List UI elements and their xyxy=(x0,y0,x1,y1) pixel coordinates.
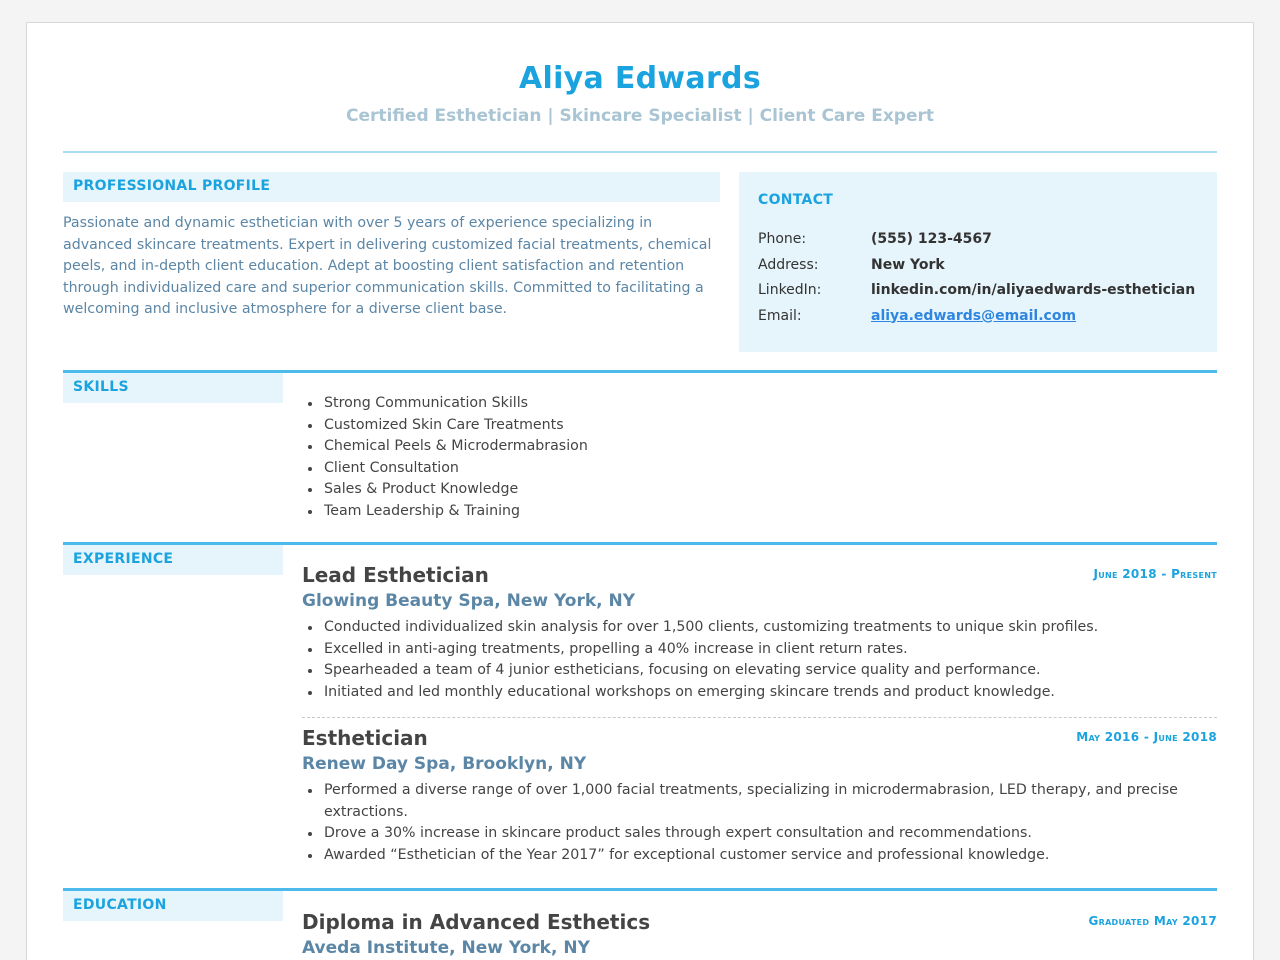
school-name: Aveda Institute, New York, NY xyxy=(302,938,590,958)
contact-linkedin: linkedin.com/in/aliyaedwards-esthetician xyxy=(871,282,1196,298)
section-label-skills: SKILLS xyxy=(63,373,283,403)
job-entry-lead-esthetician xyxy=(302,563,1217,703)
skill-item: Strong Communication Skills xyxy=(302,393,1202,415)
profile-text: Passionate and dynamic esthetician with over 5 years of experience specializing in advanced skincare treatments. Expert in delivering customized facial treatments, chemical peels, and in-depth client education. Adept at boosting client satisfaction and retention through individualized care and superior communication skills. Committed to facilitating a welcoming and inclusive atmosphere for a diverse client base. xyxy=(63,215,712,317)
job-title: Lead Esthetician xyxy=(302,563,489,587)
contact-row-linkedin xyxy=(758,282,1198,308)
skill-item: Team Leadership & Training xyxy=(302,501,1202,523)
job-bullet: Awarded “Esthetician of the Year 2017” for exceptional customer service and professional knowledge. xyxy=(302,845,1217,867)
job-bullet: Excelled in anti-aging treatments, propelling a 40% increase in client return rates. xyxy=(302,639,1217,661)
contact-box xyxy=(739,172,1217,352)
job-bullets xyxy=(302,617,1217,703)
job-employer: Glowing Beauty Spa, New York, NY xyxy=(302,591,636,611)
job-bullet: Performed a diverse range of over 1,000 facial treatments, specializing in microdermabrasion, LED therapy, and precise extractions. xyxy=(302,780,1217,823)
skill-item: Chemical Peels & Microdermabrasion xyxy=(302,436,1202,458)
job-date: May 2016 - June 2018 xyxy=(1076,730,1217,744)
job-employer: Renew Day Spa, Brooklyn, NY xyxy=(302,754,587,774)
section-label-experience: EXPERIENCE xyxy=(63,545,283,575)
contact-title: CONTACT xyxy=(758,192,834,208)
education-entry xyxy=(302,910,1217,958)
degree-title: Diploma in Advanced Esthetics xyxy=(302,910,651,934)
job-bullet: Initiated and led monthly educational workshops on emerging skincare trends and product knowledge. xyxy=(302,682,1217,704)
job-entry-esthetician xyxy=(302,726,1217,866)
job-bullets xyxy=(302,780,1217,866)
job-title: Esthetician xyxy=(302,726,428,750)
candidate-name: Aliya Edwards xyxy=(519,61,761,96)
skill-item: Customized Skin Care Treatments xyxy=(302,415,1202,437)
contact-key: LinkedIn: xyxy=(758,282,822,298)
resume-header xyxy=(27,61,1253,126)
contact-row-phone xyxy=(758,231,1198,257)
graduation-date: Graduated May 2017 xyxy=(1088,914,1217,928)
job-bullet: Spearheaded a team of 4 junior estheticians, focusing on elevating service quality and performance. xyxy=(302,660,1217,682)
candidate-tagline: Certified Esthetician | Skincare Specialist | Client Care Expert xyxy=(345,106,935,126)
job-bullet: Drove a 30% increase in skincare product sales through expert consultation and recommendations. xyxy=(302,823,1217,845)
header-divider xyxy=(63,151,1217,153)
job-date: June 2018 - Present xyxy=(1093,567,1217,581)
contact-row-address xyxy=(758,257,1198,283)
job-separator xyxy=(302,717,1217,718)
contact-phone: (555) 123-4567 xyxy=(871,231,992,247)
section-label-education: EDUCATION xyxy=(63,891,283,921)
contact-address: New York xyxy=(871,256,945,273)
contact-row-email xyxy=(758,308,1198,334)
email-link[interactable]: aliya.edwards@email.com xyxy=(871,307,1077,324)
contact-key: Address: xyxy=(758,256,819,273)
job-bullet: Conducted individualized skin analysis for over 1,500 clients, customizing treatments to unique skin profiles. xyxy=(302,617,1217,639)
skill-item: Client Consultation xyxy=(302,458,1202,480)
contact-key: Email: xyxy=(758,307,802,324)
section-label-profile: PROFESSIONAL PROFILE xyxy=(63,172,720,202)
skill-item: Sales & Product Knowledge xyxy=(302,479,1202,501)
contact-key: Phone: xyxy=(758,231,807,247)
skills-list xyxy=(302,393,1202,522)
resume-page xyxy=(26,22,1254,960)
